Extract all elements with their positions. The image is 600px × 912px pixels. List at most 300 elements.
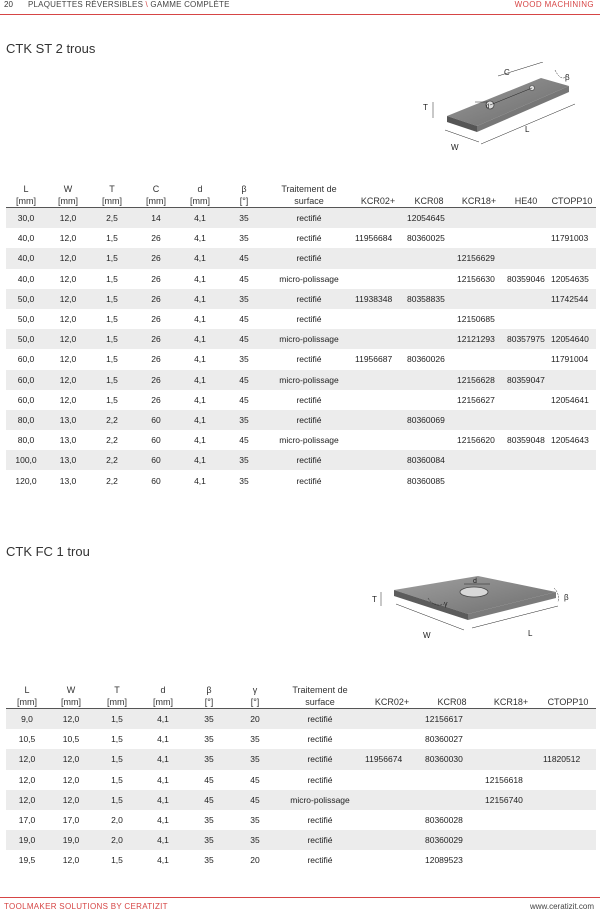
label-l: L [528, 629, 533, 638]
table-body [6, 208, 596, 491]
table-cell: 26 [151, 273, 161, 284]
label-t: T [423, 103, 428, 112]
table-cell: 13,0 [46, 410, 90, 430]
table-cell: rectifié [266, 289, 352, 309]
table-cell: 12156617 [422, 709, 482, 730]
table-cell: 40,0 [6, 248, 46, 268]
table-cell: 1,5 [90, 370, 134, 390]
table-cell [362, 729, 422, 749]
table-row [6, 830, 596, 850]
table-cell [454, 450, 504, 470]
table-cell [352, 269, 404, 289]
column-header: KCR08 [404, 183, 454, 208]
table-cell [548, 208, 596, 229]
table-cell: 4,1 [194, 354, 206, 365]
insert-diagram-ctk-st [415, 62, 595, 162]
table-cell: 20 [232, 709, 278, 730]
table-cell: 45 [239, 314, 249, 325]
table-cell: 19,5 [18, 855, 36, 866]
table-cell: 12156629 [454, 248, 504, 268]
table-cell [362, 790, 422, 810]
table-cell [352, 470, 404, 490]
table-cell [404, 309, 454, 329]
table-cell: 60,0 [6, 370, 46, 390]
label-t: T [372, 595, 377, 604]
table-cell: 26 [151, 394, 161, 405]
table-cell: 80360084 [404, 450, 454, 470]
brand-label: WOOD MACHINING [514, 0, 594, 9]
table-cell: 35 [186, 709, 232, 730]
table-cell: 26 [134, 329, 178, 349]
spec-table-ctk-fc [6, 684, 596, 871]
table-cell: 60 [134, 450, 178, 470]
table-cell: 4,1 [178, 208, 222, 229]
table-cell: 1,5 [106, 354, 118, 365]
table-cell [540, 709, 596, 730]
table-cell: 11791004 [551, 354, 589, 365]
table-cell: 2,2 [90, 450, 134, 470]
table-cell: 12,0 [62, 774, 80, 785]
table-cell: 1,5 [94, 709, 140, 730]
table-cell: 19,0 [48, 830, 94, 850]
table-cell: 4,1 [194, 475, 206, 486]
table-cell: 60,0 [17, 394, 35, 405]
table-cell: 13,0 [59, 435, 77, 446]
table-cell [540, 729, 596, 749]
table-cell: 40,0 [17, 233, 35, 244]
table-cell: micro-polissage [279, 273, 339, 284]
table-cell: 2,2 [106, 475, 118, 486]
table-cell [548, 370, 596, 390]
table-cell [352, 370, 404, 390]
table-cell: 12,0 [62, 855, 80, 866]
table-cell: 30,0 [6, 208, 46, 229]
table-cell [548, 470, 596, 490]
table-cell: 35 [204, 855, 214, 866]
column-header: T [mm] [90, 183, 134, 208]
table-cell: 1,5 [106, 233, 118, 244]
spec-table-ctk-st [6, 183, 596, 491]
table-cell [482, 830, 540, 850]
table-cell: 11956684 [355, 233, 393, 244]
table-cell: 35 [204, 815, 214, 826]
page-footer [0, 897, 600, 912]
table-cell: 12156627 [457, 394, 495, 405]
table-cell: 1,5 [106, 314, 118, 325]
table-cell: 1,5 [111, 774, 123, 785]
table-cell [540, 850, 596, 870]
table-cell [504, 410, 548, 430]
column-header: β [°] [186, 684, 232, 709]
table-cell [404, 329, 454, 349]
table-row [6, 349, 596, 369]
table-cell: 35 [186, 830, 232, 850]
table-cell: rectifié [278, 749, 362, 769]
table-cell: 45 [250, 774, 260, 785]
table-cell: 12,0 [59, 354, 77, 365]
table-cell [362, 709, 422, 730]
table-cell: 1,5 [94, 749, 140, 769]
table-cell: 1,5 [90, 289, 134, 309]
table-cell [548, 309, 596, 329]
table-cell: 60 [134, 410, 178, 430]
table-cell: 80360030 [422, 749, 482, 769]
table-cell: 12,0 [48, 709, 94, 730]
column-header: L [mm] [6, 684, 48, 709]
table-cell: 40,0 [17, 273, 35, 284]
column-header: KCR08 [422, 684, 482, 709]
table-cell: 45 [239, 435, 249, 446]
table-row [6, 790, 596, 810]
label-l: L [525, 125, 530, 134]
table-cell [454, 470, 504, 490]
table-cell: 12156740 [482, 790, 540, 810]
table-cell: 11956674 [362, 749, 422, 769]
table-cell: 45 [222, 370, 266, 390]
table-cell [352, 450, 404, 470]
table-cell: 4,1 [140, 749, 186, 769]
table-row [6, 749, 596, 769]
page-header [0, 0, 600, 15]
table-cell: 4,1 [194, 233, 206, 244]
table-cell: 12,0 [48, 790, 94, 810]
table-cell: 4,1 [194, 273, 206, 284]
table-row [6, 228, 596, 248]
table-cell: 45 [232, 790, 278, 810]
table-cell [504, 289, 548, 309]
column-header: W [mm] [48, 684, 94, 709]
table-cell: 80360027 [425, 734, 463, 745]
table-cell: 12,0 [6, 749, 48, 769]
table-cell: rectifié [278, 830, 362, 850]
table-cell: 4,1 [194, 314, 206, 325]
table-cell [352, 430, 404, 450]
table-cell [352, 208, 404, 229]
table-cell: 80359046 [507, 273, 545, 284]
table-cell: rectifié [296, 233, 322, 244]
table-cell: 26 [134, 289, 178, 309]
table-cell: rectifié [296, 394, 322, 405]
table-cell: 35 [186, 749, 232, 769]
table-cell: 4,1 [178, 450, 222, 470]
table-cell: rectifié [307, 815, 333, 826]
label-beta: β [564, 593, 569, 602]
table-row [6, 329, 596, 349]
table-cell: 45 [239, 273, 249, 284]
table-cell: 80360028 [425, 815, 463, 826]
table-cell [352, 309, 404, 329]
table-cell: rectifié [266, 248, 352, 268]
section-title-ctk-st: CTK ST 2 trous [6, 41, 96, 56]
table-cell: 12156630 [457, 273, 495, 284]
table-cell: 2,0 [111, 815, 123, 826]
table-cell [422, 790, 482, 810]
table-cell: 4,1 [178, 370, 222, 390]
table-cell: 35 [222, 208, 266, 229]
table-cell: 35 [204, 734, 214, 745]
label-gamma: γ [444, 601, 448, 608]
table-cell: 45 [204, 774, 214, 785]
table-cell: 17,0 [62, 815, 80, 826]
table-cell: rectifié [278, 709, 362, 730]
section-title-ctk-fc: CTK FC 1 trou [6, 544, 90, 559]
table-header-row [6, 684, 596, 709]
table-cell: 12156628 [454, 370, 504, 390]
table-cell [504, 208, 548, 229]
column-header: Traitement de surface [266, 183, 352, 208]
column-header: CTOPP10 [540, 684, 596, 709]
table-body [6, 709, 596, 871]
table-cell [454, 349, 504, 369]
table-cell: 12,0 [6, 790, 48, 810]
column-header: HE40 [504, 183, 548, 208]
table-cell: 2,5 [90, 208, 134, 229]
table-cell: 12,0 [46, 208, 90, 229]
table-cell: 45 [222, 248, 266, 268]
table-cell: 12156618 [485, 774, 523, 785]
table-cell: rectifié [307, 734, 333, 745]
table-cell [352, 410, 404, 430]
table-cell: 12054640 [548, 329, 596, 349]
table-cell: 4,1 [194, 435, 206, 446]
column-header: W [mm] [46, 183, 90, 208]
footer-tagline: TOOLMAKER SOLUTIONS BY CERATIZIT [4, 902, 168, 911]
column-header: T [mm] [94, 684, 140, 709]
table-cell: rectifié [307, 855, 333, 866]
table-cell [504, 470, 548, 490]
table-cell: 17,0 [18, 815, 36, 826]
table-cell: 4,1 [194, 394, 206, 405]
table-cell: 4,1 [178, 289, 222, 309]
table-row [6, 289, 596, 309]
column-header: C [mm] [134, 183, 178, 208]
table-cell: 60,0 [17, 354, 35, 365]
table-cell: 1,5 [90, 248, 134, 268]
table-row [6, 850, 596, 870]
table-cell: 4,1 [178, 248, 222, 268]
table-cell: 80357975 [504, 329, 548, 349]
table-cell: 4,1 [178, 410, 222, 430]
column-header: KCR18+ [482, 684, 540, 709]
table-cell: micro-polissage [266, 329, 352, 349]
table-cell: 80360029 [422, 830, 482, 850]
table-cell: 13,0 [46, 450, 90, 470]
table-cell: 26 [151, 233, 161, 244]
table-cell [482, 749, 540, 769]
table-cell: 11742544 [548, 289, 596, 309]
table-cell: 11791003 [551, 233, 589, 244]
table-cell [482, 709, 540, 730]
table-row [6, 370, 596, 390]
table-row [6, 770, 596, 790]
table-cell [352, 329, 404, 349]
table-cell [404, 370, 454, 390]
table-cell: 60 [151, 475, 161, 486]
table-cell [504, 450, 548, 470]
table-cell: 12054643 [551, 435, 589, 446]
table-cell: 45 [239, 394, 249, 405]
table-cell: 45 [186, 790, 232, 810]
table-cell: 9,0 [6, 709, 48, 730]
table-cell: 4,1 [157, 815, 169, 826]
table-cell: 11820512 [540, 749, 596, 769]
table-cell: 35 [222, 450, 266, 470]
table-cell: rectifié [266, 410, 352, 430]
table-cell: rectifié [266, 208, 352, 229]
table-cell: 12150685 [457, 314, 495, 325]
table-cell: 80360025 [407, 233, 445, 244]
insert-diagram-ctk-fc [368, 570, 580, 648]
table-cell: 12054635 [551, 273, 589, 284]
table-cell: 4,1 [140, 830, 186, 850]
table-cell: 35 [239, 354, 249, 365]
table-cell: micro-polissage [266, 370, 352, 390]
dim-w-line [445, 130, 479, 142]
table-cell [454, 208, 504, 229]
table-cell: 1,5 [111, 855, 123, 866]
table-cell [362, 830, 422, 850]
table-row [6, 390, 596, 410]
column-header: d [mm] [140, 684, 186, 709]
table-cell [352, 390, 404, 410]
table-cell: 1,5 [106, 273, 118, 284]
column-header: KCR02+ [352, 183, 404, 208]
table-cell: 2,2 [90, 410, 134, 430]
table-cell: 12,0 [59, 273, 77, 284]
table-cell: 12,0 [46, 248, 90, 268]
table-cell: 26 [134, 370, 178, 390]
table-cell [404, 269, 454, 289]
table-cell: 50,0 [6, 329, 46, 349]
table-cell: 4,1 [157, 774, 169, 785]
table-cell: 12,0 [59, 314, 77, 325]
table-cell: 10,5 [18, 734, 36, 745]
table-cell: 1,5 [106, 394, 118, 405]
table-cell: rectifié [296, 354, 322, 365]
table-cell: 12,0 [59, 233, 77, 244]
table-cell [404, 430, 454, 450]
table-cell [454, 228, 504, 248]
table-cell [454, 289, 504, 309]
table-cell: 2,2 [106, 435, 118, 446]
table-cell: 19,0 [6, 830, 48, 850]
table-cell [504, 390, 548, 410]
table-cell: 12121293 [454, 329, 504, 349]
table-cell: 35 [222, 410, 266, 430]
table-row [6, 309, 596, 329]
table-cell [422, 770, 482, 790]
table-row [6, 729, 596, 749]
table-cell: 80359048 [507, 435, 545, 446]
table-cell: micro-polissage [279, 435, 339, 446]
label-c: C [504, 68, 510, 77]
breadcrumb-page: GAMME COMPLÈTE [150, 0, 230, 9]
table-row [6, 709, 596, 730]
table-cell: 35 [232, 749, 278, 769]
table-cell [540, 830, 596, 850]
table-cell: 11938348 [352, 289, 404, 309]
page-number: 20 [4, 0, 13, 9]
table-cell: 50,0 [6, 289, 46, 309]
table-cell: 4,1 [140, 709, 186, 730]
table-header-row [6, 183, 596, 208]
column-header: KCR18+ [454, 183, 504, 208]
table-cell: 12,0 [18, 774, 36, 785]
table-cell: 100,0 [6, 450, 46, 470]
table-cell: 12089523 [425, 855, 463, 866]
table-row [6, 410, 596, 430]
table-cell: 4,1 [157, 855, 169, 866]
table-cell [548, 410, 596, 430]
table-cell: 12,0 [46, 329, 90, 349]
label-d: d [473, 578, 477, 585]
table-cell [540, 790, 596, 810]
table-cell: 12054645 [404, 208, 454, 229]
table-row [6, 430, 596, 450]
table-cell: rectifié [296, 475, 322, 486]
table-cell: 26 [151, 354, 161, 365]
table-cell: 80359047 [504, 370, 548, 390]
table-cell: 12054641 [551, 394, 589, 405]
table-cell [540, 770, 596, 790]
table-cell [504, 248, 548, 268]
table-row [6, 450, 596, 470]
table-cell: 4,1 [140, 790, 186, 810]
table-cell: 12,0 [59, 394, 77, 405]
table-cell [540, 810, 596, 830]
table-cell: 12156620 [457, 435, 495, 446]
table-cell: 60 [151, 435, 161, 446]
table-cell: 1,5 [90, 329, 134, 349]
table-cell: 120,0 [15, 475, 37, 486]
table-cell [454, 410, 504, 430]
label-w: W [423, 631, 431, 640]
table-cell [362, 850, 422, 870]
insert-top-face [447, 78, 569, 126]
column-header: d [mm] [178, 183, 222, 208]
column-header: γ [°] [232, 684, 278, 709]
table-cell: 80,0 [17, 435, 35, 446]
table-cell [504, 349, 548, 369]
table-cell: 35 [232, 830, 278, 850]
table-cell: rectifié [307, 774, 333, 785]
table-cell [482, 810, 540, 830]
label-d: d [486, 104, 490, 110]
table-cell [482, 850, 540, 870]
table-cell: 12,0 [46, 370, 90, 390]
table-cell [548, 248, 596, 268]
table-cell: 14 [134, 208, 178, 229]
table-cell: 4,1 [157, 734, 169, 745]
footer-website: www.ceratizit.com [529, 902, 594, 911]
table-cell: rectifié [296, 314, 322, 325]
breadcrumb [28, 0, 230, 9]
table-cell: 80360069 [404, 410, 454, 430]
table-cell: 80,0 [6, 410, 46, 430]
table-cell: 1,5 [111, 734, 123, 745]
column-header: CTOPP10 [548, 183, 596, 208]
table-cell [482, 729, 540, 749]
table-cell: 80360085 [407, 475, 445, 486]
table-cell: 45 [222, 329, 266, 349]
column-header: L [mm] [6, 183, 46, 208]
breadcrumb-separator: \ [145, 0, 148, 9]
breadcrumb-section: PLAQUETTES RÉVERSIBLES [28, 0, 144, 9]
column-header: Traitement de surface [278, 684, 362, 709]
label-w: W [451, 143, 459, 152]
table-cell: 35 [239, 475, 249, 486]
table-cell: 12,0 [48, 749, 94, 769]
